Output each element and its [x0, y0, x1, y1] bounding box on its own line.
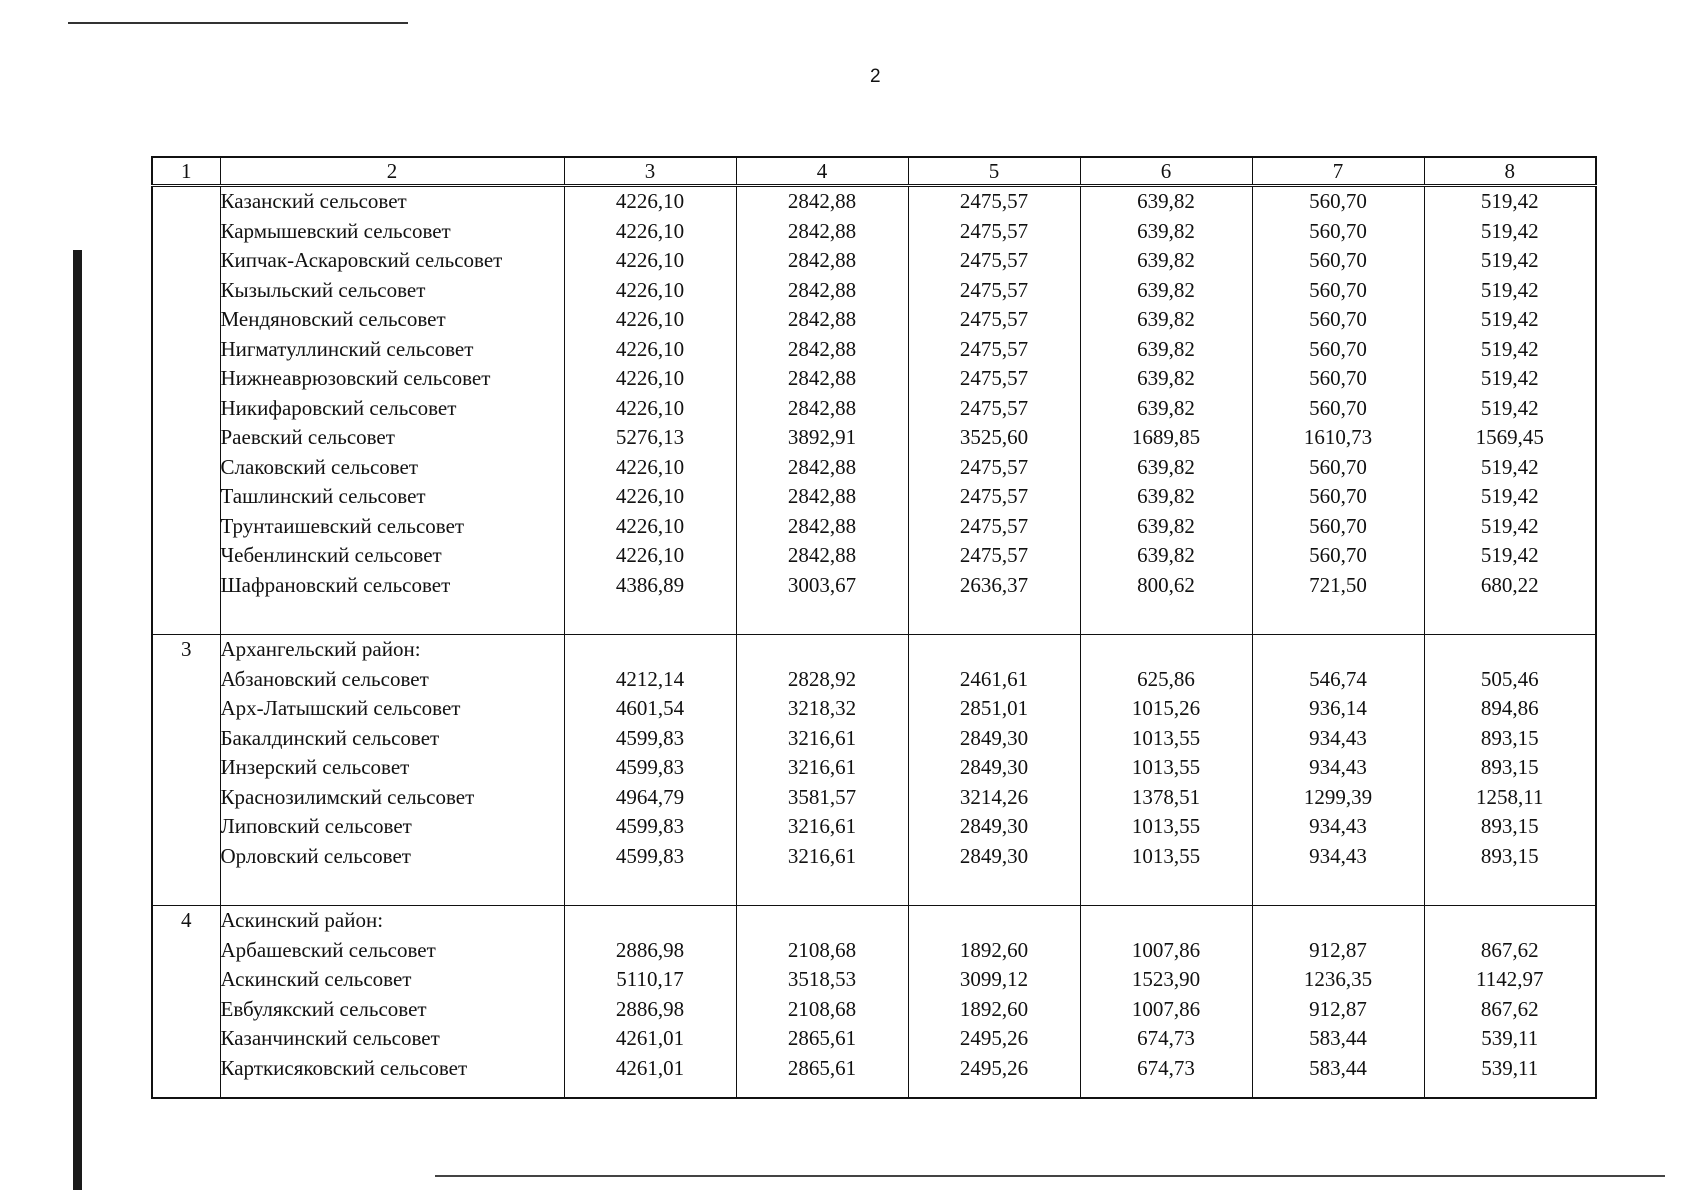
- value-cell: 639,82: [1080, 305, 1252, 335]
- value-cell: 4226,10: [564, 541, 736, 571]
- value-cell: 674,73: [1080, 1024, 1252, 1054]
- value-cell: 639,82: [1080, 217, 1252, 247]
- value-cell: 583,44: [1252, 1024, 1424, 1054]
- value-cell: 2842,88: [736, 541, 908, 571]
- value-cell: 2886,98: [564, 936, 736, 966]
- spacer-cell: [1080, 871, 1252, 906]
- column-header: 5: [908, 157, 1080, 186]
- value-cell: 2475,57: [908, 453, 1080, 483]
- value-cell: 2475,57: [908, 394, 1080, 424]
- value-cell: 4226,10: [564, 335, 736, 365]
- value-cell: 4226,10: [564, 217, 736, 247]
- value-cell: 1013,55: [1080, 753, 1252, 783]
- value-cell: 1258,11: [1424, 783, 1596, 813]
- spacer-cell: [736, 871, 908, 906]
- value-cell: 2849,30: [908, 753, 1080, 783]
- value-cell: 639,82: [1080, 276, 1252, 306]
- value-cell: 2886,98: [564, 995, 736, 1025]
- settlement-name: Шафрановский сельсовет: [220, 571, 564, 601]
- value-cell: 4226,10: [564, 246, 736, 276]
- settlement-name: Раевский сельсовет: [220, 423, 564, 453]
- column-header: 1: [152, 157, 220, 186]
- table-header: [152, 157, 1596, 186]
- spacer-row: [152, 871, 1596, 906]
- settlement-name: Кипчак-Аскаровский сельсовет: [220, 246, 564, 276]
- value-cell: 3216,61: [736, 753, 908, 783]
- value-cell: 2842,88: [736, 394, 908, 424]
- value-cell: 639,82: [1080, 453, 1252, 483]
- table-row: [152, 305, 1596, 335]
- value-cell: 4601,54: [564, 694, 736, 724]
- value-cell: 519,42: [1424, 541, 1596, 571]
- value-cell: 934,43: [1252, 842, 1424, 872]
- value-cell: 1013,55: [1080, 724, 1252, 754]
- spacer-cell: [564, 1083, 736, 1098]
- table-row: [152, 694, 1596, 724]
- table-row: [152, 783, 1596, 813]
- settlement-name: Казанчинский сельсовет: [220, 1024, 564, 1054]
- value-cell: 3525,60: [908, 423, 1080, 453]
- value-cell: 3218,32: [736, 694, 908, 724]
- value-cell: 4226,10: [564, 453, 736, 483]
- table-row: [152, 335, 1596, 365]
- settlement-name: Краснозилимский сельсовет: [220, 783, 564, 813]
- value-cell: 519,42: [1424, 305, 1596, 335]
- value-cell: 519,42: [1424, 453, 1596, 483]
- value-cell: 4964,79: [564, 783, 736, 813]
- data-table: [151, 156, 1597, 1099]
- scan-line-bottom: [435, 1175, 1665, 1177]
- column-header: 6: [1080, 157, 1252, 186]
- value-cell: 2842,88: [736, 246, 908, 276]
- value-cell: 2475,57: [908, 512, 1080, 542]
- value-cell: 2842,88: [736, 305, 908, 335]
- settlement-name: Чебенлинский сельсовет: [220, 541, 564, 571]
- value-cell: 934,43: [1252, 812, 1424, 842]
- spacer-row: [152, 1083, 1596, 1098]
- table-row: [152, 453, 1596, 483]
- spacer-cell: [1252, 600, 1424, 635]
- value-cell: 4226,10: [564, 394, 736, 424]
- settlement-name: Кармышевский сельсовет: [220, 217, 564, 247]
- value-cell: 2475,57: [908, 541, 1080, 571]
- value-cell: 560,70: [1252, 364, 1424, 394]
- value-cell: 560,70: [1252, 394, 1424, 424]
- value-cell: 800,62: [1080, 571, 1252, 601]
- settlement-name: Бакалдинский сельсовет: [220, 724, 564, 754]
- spacer-cell: [908, 871, 1080, 906]
- spacer-cell: [1252, 871, 1424, 906]
- value-cell: 1015,26: [1080, 694, 1252, 724]
- settlement-name: Евбулякский сельсовет: [220, 995, 564, 1025]
- table-row: [152, 842, 1596, 872]
- value-cell: 2475,57: [908, 186, 1080, 217]
- spacer-cell: [1424, 600, 1596, 635]
- table-row: [152, 217, 1596, 247]
- value-cell: 505,46: [1424, 665, 1596, 695]
- value-cell: 4599,83: [564, 724, 736, 754]
- value-cell: 2495,26: [908, 1054, 1080, 1084]
- column-header: 8: [1424, 157, 1596, 186]
- value-cell: 2475,57: [908, 335, 1080, 365]
- value-cell: 519,42: [1424, 394, 1596, 424]
- table-row: [152, 665, 1596, 695]
- value-cell: 4261,01: [564, 1054, 736, 1084]
- value-cell: 2851,01: [908, 694, 1080, 724]
- value-cell: 2475,57: [908, 276, 1080, 306]
- value-cell: 2475,57: [908, 246, 1080, 276]
- value-cell: 639,82: [1080, 186, 1252, 217]
- value-cell: 639,82: [1080, 512, 1252, 542]
- value-cell: 893,15: [1424, 812, 1596, 842]
- value-cell: 934,43: [1252, 753, 1424, 783]
- value-cell: 3892,91: [736, 423, 908, 453]
- table-row: [152, 276, 1596, 306]
- value-cell: 1007,86: [1080, 936, 1252, 966]
- spacer-row: [152, 600, 1596, 635]
- value-cell: [736, 906, 908, 936]
- spacer-cell: [220, 600, 564, 635]
- value-cell: 639,82: [1080, 482, 1252, 512]
- value-cell: 539,11: [1424, 1024, 1596, 1054]
- settlement-name: Никифаровский сельсовет: [220, 394, 564, 424]
- scan-edge-left: [73, 250, 82, 1190]
- value-cell: 519,42: [1424, 335, 1596, 365]
- column-header: 2: [220, 157, 564, 186]
- value-cell: 912,87: [1252, 995, 1424, 1025]
- page-number: 2: [870, 66, 881, 87]
- table-section: [152, 186, 1596, 635]
- spacer-cell: [564, 600, 736, 635]
- value-cell: 867,62: [1424, 936, 1596, 966]
- value-cell: [564, 906, 736, 936]
- value-cell: 894,86: [1424, 694, 1596, 724]
- value-cell: 5110,17: [564, 965, 736, 995]
- value-cell: [1424, 906, 1596, 936]
- spacer-cell: [908, 1083, 1080, 1098]
- table-row: [152, 246, 1596, 276]
- value-cell: 4599,83: [564, 812, 736, 842]
- value-cell: 2495,26: [908, 1024, 1080, 1054]
- value-cell: 2849,30: [908, 842, 1080, 872]
- section-index: 3: [152, 635, 220, 906]
- value-cell: 2828,92: [736, 665, 908, 695]
- value-cell: 4599,83: [564, 842, 736, 872]
- value-cell: 4212,14: [564, 665, 736, 695]
- value-cell: 4261,01: [564, 1024, 736, 1054]
- spacer-cell: [1080, 600, 1252, 635]
- value-cell: 546,74: [1252, 665, 1424, 695]
- table-row: [152, 423, 1596, 453]
- table-row: [152, 965, 1596, 995]
- value-cell: 1892,60: [908, 995, 1080, 1025]
- table-row: [152, 995, 1596, 1025]
- settlement-name: Ташлинский сельсовет: [220, 482, 564, 512]
- value-cell: 4599,83: [564, 753, 736, 783]
- value-cell: 893,15: [1424, 724, 1596, 754]
- value-cell: 2461,61: [908, 665, 1080, 695]
- spacer-cell: [736, 1083, 908, 1098]
- settlement-name: Арх-Латышский сельсовет: [220, 694, 564, 724]
- value-cell: 1299,39: [1252, 783, 1424, 813]
- value-cell: 2842,88: [736, 512, 908, 542]
- value-cell: 560,70: [1252, 186, 1424, 217]
- value-cell: [908, 906, 1080, 936]
- value-cell: [1252, 635, 1424, 665]
- value-cell: 2636,37: [908, 571, 1080, 601]
- value-cell: 519,42: [1424, 364, 1596, 394]
- table-row: [152, 482, 1596, 512]
- value-cell: 2108,68: [736, 995, 908, 1025]
- value-cell: 2475,57: [908, 217, 1080, 247]
- column-header: 4: [736, 157, 908, 186]
- value-cell: 560,70: [1252, 541, 1424, 571]
- table-row: [152, 812, 1596, 842]
- spacer-cell: [1080, 1083, 1252, 1098]
- value-cell: 2849,30: [908, 812, 1080, 842]
- value-cell: 893,15: [1424, 753, 1596, 783]
- value-cell: 3518,53: [736, 965, 908, 995]
- value-cell: 639,82: [1080, 335, 1252, 365]
- value-cell: [1424, 635, 1596, 665]
- value-cell: 1610,73: [1252, 423, 1424, 453]
- value-cell: 583,44: [1252, 1054, 1424, 1084]
- settlement-name: Инзерский сельсовет: [220, 753, 564, 783]
- value-cell: 560,70: [1252, 305, 1424, 335]
- value-cell: 912,87: [1252, 936, 1424, 966]
- table-row: [152, 1054, 1596, 1084]
- value-cell: 1236,35: [1252, 965, 1424, 995]
- spacer-cell: [220, 1083, 564, 1098]
- settlement-name: Нигматуллинский сельсовет: [220, 335, 564, 365]
- column-header: 3: [564, 157, 736, 186]
- value-cell: 1007,86: [1080, 995, 1252, 1025]
- value-cell: [908, 635, 1080, 665]
- value-cell: 639,82: [1080, 246, 1252, 276]
- table-section: [152, 635, 1596, 906]
- spacer-cell: [564, 871, 736, 906]
- spacer-cell: [1424, 871, 1596, 906]
- value-cell: 893,15: [1424, 842, 1596, 872]
- value-cell: 2849,30: [908, 724, 1080, 754]
- value-cell: 1013,55: [1080, 812, 1252, 842]
- settlement-name: Орловский сельсовет: [220, 842, 564, 872]
- settlement-name: Арбашевский сельсовет: [220, 936, 564, 966]
- value-cell: 519,42: [1424, 482, 1596, 512]
- value-cell: 1689,85: [1080, 423, 1252, 453]
- section-index: 4: [152, 906, 220, 1099]
- value-cell: 2842,88: [736, 276, 908, 306]
- value-cell: 867,62: [1424, 995, 1596, 1025]
- value-cell: 2475,57: [908, 305, 1080, 335]
- settlement-name: Слаковский сельсовет: [220, 453, 564, 483]
- value-cell: 2475,57: [908, 364, 1080, 394]
- settlement-name: Казанский сельсовет: [220, 186, 564, 217]
- value-cell: 1378,51: [1080, 783, 1252, 813]
- value-cell: 1142,97: [1424, 965, 1596, 995]
- value-cell: 519,42: [1424, 186, 1596, 217]
- table-row: [152, 753, 1596, 783]
- value-cell: 2865,61: [736, 1054, 908, 1084]
- value-cell: [1252, 906, 1424, 936]
- value-cell: 2842,88: [736, 453, 908, 483]
- spacer-cell: [220, 871, 564, 906]
- table-row: [152, 512, 1596, 542]
- table-row: [152, 571, 1596, 601]
- value-cell: 934,43: [1252, 724, 1424, 754]
- value-cell: 560,70: [1252, 276, 1424, 306]
- value-cell: 519,42: [1424, 246, 1596, 276]
- value-cell: 3216,61: [736, 724, 908, 754]
- table-row: [152, 394, 1596, 424]
- value-cell: 1892,60: [908, 936, 1080, 966]
- value-cell: 2842,88: [736, 186, 908, 217]
- value-cell: 2842,88: [736, 217, 908, 247]
- value-cell: 3099,12: [908, 965, 1080, 995]
- value-cell: 3214,26: [908, 783, 1080, 813]
- settlement-name: Карткисяковский сельсовет: [220, 1054, 564, 1084]
- spacer-cell: [1252, 1083, 1424, 1098]
- value-cell: 4226,10: [564, 512, 736, 542]
- value-cell: 519,42: [1424, 276, 1596, 306]
- value-cell: 721,50: [1252, 571, 1424, 601]
- value-cell: 674,73: [1080, 1054, 1252, 1084]
- value-cell: 2842,88: [736, 364, 908, 394]
- value-cell: 539,11: [1424, 1054, 1596, 1084]
- table-section: [152, 906, 1596, 1099]
- value-cell: 3581,57: [736, 783, 908, 813]
- value-cell: 1013,55: [1080, 842, 1252, 872]
- value-cell: 3216,61: [736, 812, 908, 842]
- value-cell: 519,42: [1424, 512, 1596, 542]
- value-cell: 2865,61: [736, 1024, 908, 1054]
- column-header: 7: [1252, 157, 1424, 186]
- value-cell: 1569,45: [1424, 423, 1596, 453]
- section-title-row: [152, 635, 1596, 665]
- table-row: [152, 936, 1596, 966]
- spacer-cell: [908, 600, 1080, 635]
- settlement-name: Липовский сельсовет: [220, 812, 564, 842]
- spacer-cell: [1424, 1083, 1596, 1098]
- value-cell: 560,70: [1252, 512, 1424, 542]
- section-title: Архангельский район:: [220, 635, 564, 665]
- section-index: [152, 186, 220, 635]
- value-cell: 2842,88: [736, 335, 908, 365]
- value-cell: 4386,89: [564, 571, 736, 601]
- value-cell: [736, 635, 908, 665]
- value-cell: 680,22: [1424, 571, 1596, 601]
- value-cell: 5276,13: [564, 423, 736, 453]
- settlement-name: Нижнеаврюзовский сельсовет: [220, 364, 564, 394]
- settlement-name: Абзановский сельсовет: [220, 665, 564, 695]
- table-row: [152, 724, 1596, 754]
- value-cell: 625,86: [1080, 665, 1252, 695]
- value-cell: 4226,10: [564, 276, 736, 306]
- value-cell: 639,82: [1080, 364, 1252, 394]
- value-cell: 639,82: [1080, 394, 1252, 424]
- value-cell: 2108,68: [736, 936, 908, 966]
- table-row: [152, 186, 1596, 217]
- value-cell: 3216,61: [736, 842, 908, 872]
- settlement-name: Мендяновский сельсовет: [220, 305, 564, 335]
- value-cell: 1523,90: [1080, 965, 1252, 995]
- value-cell: 3003,67: [736, 571, 908, 601]
- table-row: [152, 364, 1596, 394]
- settlement-name: Кызыльский сельсовет: [220, 276, 564, 306]
- value-cell: 560,70: [1252, 246, 1424, 276]
- value-cell: 2475,57: [908, 482, 1080, 512]
- settlement-name: Трунтаишевский сельсовет: [220, 512, 564, 542]
- value-cell: [1080, 906, 1252, 936]
- value-cell: 639,82: [1080, 541, 1252, 571]
- value-cell: [564, 635, 736, 665]
- spacer-cell: [736, 600, 908, 635]
- table-row: [152, 541, 1596, 571]
- section-title-row: [152, 906, 1596, 936]
- value-cell: 560,70: [1252, 335, 1424, 365]
- table-row: [152, 1024, 1596, 1054]
- value-cell: [1080, 635, 1252, 665]
- scan-line-top: [68, 22, 408, 24]
- value-cell: 560,70: [1252, 482, 1424, 512]
- value-cell: 4226,10: [564, 186, 736, 217]
- value-cell: 4226,10: [564, 364, 736, 394]
- settlement-name: Аскинский сельсовет: [220, 965, 564, 995]
- value-cell: 4226,10: [564, 482, 736, 512]
- value-cell: 560,70: [1252, 217, 1424, 247]
- value-cell: 4226,10: [564, 305, 736, 335]
- value-cell: 560,70: [1252, 453, 1424, 483]
- section-title: Аскинский район:: [220, 906, 564, 936]
- value-cell: 2842,88: [736, 482, 908, 512]
- value-cell: 936,14: [1252, 694, 1424, 724]
- value-cell: 519,42: [1424, 217, 1596, 247]
